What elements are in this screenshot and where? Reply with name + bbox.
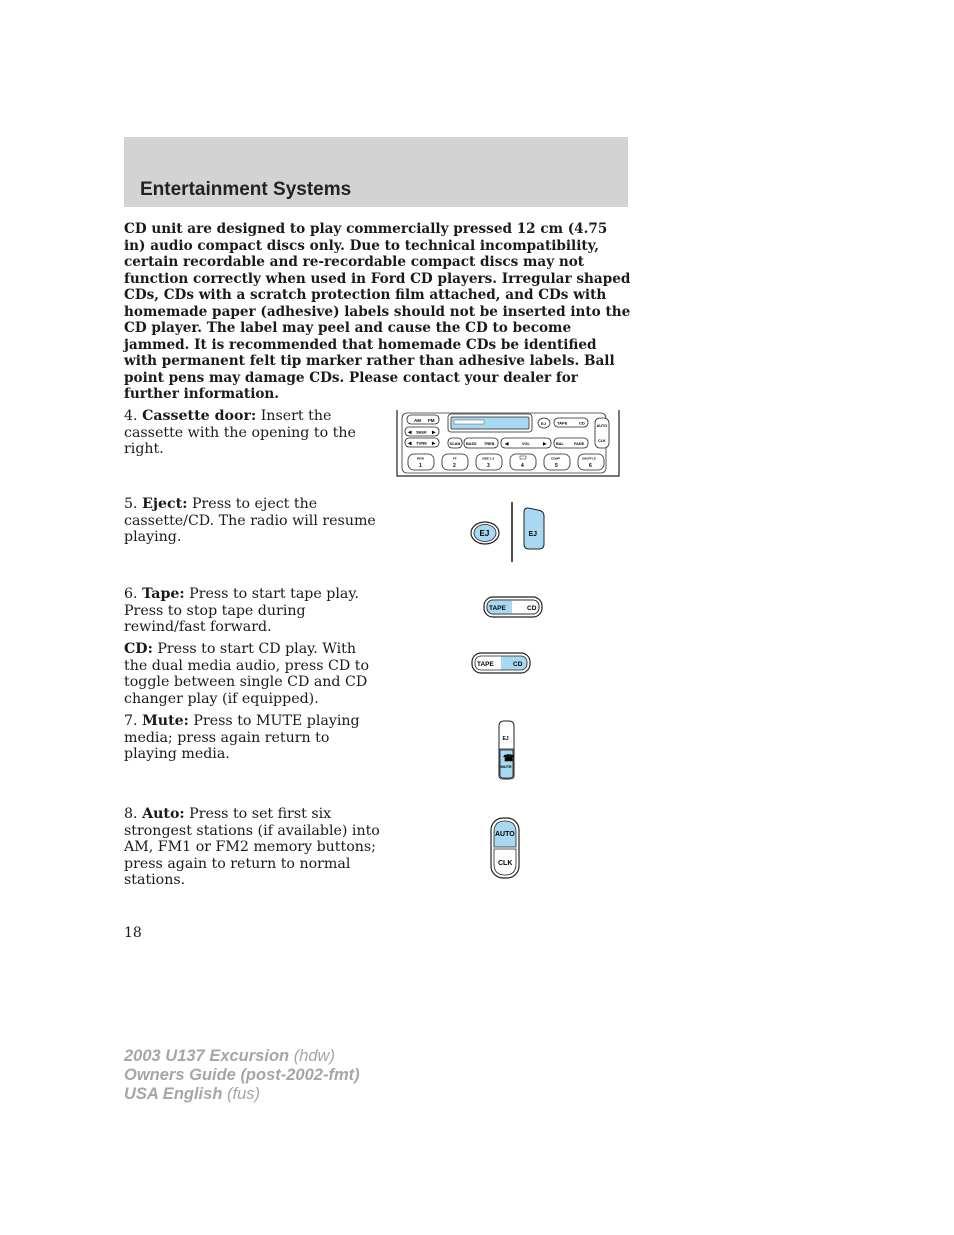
svg-text:SHUFFLE: SHUFFLE bbox=[582, 456, 596, 461]
clk-label: CLK bbox=[598, 439, 606, 443]
item-cd bbox=[124, 641, 382, 707]
item-tape bbox=[124, 586, 382, 636]
item-term: Mute: bbox=[142, 713, 189, 729]
footer-model-code: (hdw) bbox=[293, 1047, 335, 1065]
footer-model: 2003 U137 Excursion bbox=[124, 1047, 290, 1065]
radio-faceplate-figure bbox=[396, 410, 621, 478]
cd-label: CD bbox=[579, 420, 585, 426]
tune-label: TUNE bbox=[416, 440, 427, 446]
item-number: 5. bbox=[124, 496, 138, 512]
svg-text:▶: ▶ bbox=[543, 441, 547, 446]
mute-button-figure bbox=[494, 718, 520, 782]
bal-label: BAL bbox=[556, 442, 564, 446]
item-text: Press to eject the cassette/CD. The radio will resume playing. bbox=[124, 496, 376, 546]
tape-figure-tape-label: TAPE bbox=[489, 605, 506, 612]
item-term: Tape: bbox=[142, 586, 185, 602]
eject-label-side: EJ bbox=[528, 531, 538, 538]
fm-label: FM bbox=[428, 418, 435, 423]
item-text: Press to set first six strongest stations (if available) into AM, FM1 or FM2 memory buttons; press again to return to normal stations. bbox=[124, 806, 380, 889]
item-number: 6. bbox=[124, 586, 138, 602]
svg-text:SIDE 1-2: SIDE 1-2 bbox=[482, 456, 495, 461]
svg-text:◀: ◀ bbox=[505, 441, 509, 446]
page-number: 18 bbox=[124, 925, 142, 941]
tape-label: TAPE bbox=[557, 420, 568, 426]
item-eject bbox=[124, 496, 382, 546]
scan-label: SCAN bbox=[449, 442, 461, 446]
treb-label: TREB bbox=[484, 442, 495, 446]
auto-figure-label: AUTO bbox=[495, 831, 515, 838]
vol-label: VOL bbox=[522, 442, 530, 446]
clk-figure-label: CLK bbox=[498, 860, 513, 867]
svg-text:6: 6 bbox=[589, 463, 592, 469]
svg-text:COMP: COMP bbox=[551, 456, 560, 461]
am-label: AM bbox=[414, 418, 421, 423]
item-text: Press to MUTE playing media; press again return to playing media. bbox=[124, 713, 360, 763]
document-footer bbox=[124, 1047, 360, 1104]
auto-label: AUTO bbox=[596, 424, 608, 428]
tape-button-figure bbox=[482, 595, 546, 621]
eject-button-figure bbox=[466, 500, 550, 564]
eject-label-front: EJ bbox=[479, 529, 490, 538]
footer-language: USA English bbox=[124, 1085, 223, 1103]
svg-text:◀: ◀ bbox=[408, 429, 412, 435]
item-term: Auto: bbox=[142, 806, 185, 822]
bass-label: BASS bbox=[466, 442, 477, 446]
item-term: Eject: bbox=[142, 496, 188, 512]
section-title: Entertainment Systems bbox=[140, 179, 352, 200]
mute-label: MUTE bbox=[500, 764, 512, 769]
svg-text:4: 4 bbox=[521, 463, 524, 469]
item-text: Press to start CD play. With the dual media audio, press CD to toggle between single CD and CD changer play (if equipped). bbox=[124, 641, 369, 707]
cd-figure-cd-label: CD bbox=[513, 661, 523, 668]
cd-button-figure bbox=[470, 651, 534, 677]
cd-figure-tape-label: TAPE bbox=[477, 661, 494, 668]
section-header-band bbox=[124, 137, 628, 207]
cd-warning-paragraph: CD unit are designed to play commercially pressed 12 cm (4.75 in) audio compact discs only. Due to technical incompatibility, certain recordable and re-recordable compact discs may not function correctly when used in Ford CD players. Irregular shaped CDs, CDs with a scratch protection film attached, and CDs with homemade paper (adhesive) labels should not be inserted into the CD player. The label may peel and cause the CD to become jammed. It is recommended that homemade CDs be identified with permanent felt tip marker rather than adhesive labels. Ball point pens may damage CDs. Please contact your dealer for further information. bbox=[124, 221, 631, 402]
item-text: Press to start tape play. Press to stop tape during rewind/fast forward. bbox=[124, 586, 360, 636]
phone-icon: ☎ bbox=[503, 753, 515, 763]
item-cassette-door bbox=[124, 408, 382, 458]
svg-text:REW: REW bbox=[417, 456, 424, 461]
svg-text:1: 1 bbox=[419, 463, 422, 469]
item-auto bbox=[124, 806, 382, 889]
svg-text:5: 5 bbox=[555, 463, 558, 469]
mute-figure-ej-label: EJ bbox=[502, 736, 509, 742]
tape-figure-cd-label: CD bbox=[527, 605, 537, 612]
fade-label: FADE bbox=[574, 442, 585, 446]
svg-text:3: 3 bbox=[487, 463, 490, 469]
item-text: Insert the cassette with the opening to the right. bbox=[124, 408, 356, 458]
footer-guide: Owners Guide (post-2002-fmt) bbox=[124, 1066, 360, 1084]
item-term: CD: bbox=[124, 641, 153, 657]
item-term: Cassette door: bbox=[142, 408, 257, 424]
item-number: 4. bbox=[124, 408, 138, 424]
svg-text:◀: ◀ bbox=[408, 440, 412, 446]
item-mute bbox=[124, 713, 382, 763]
svg-text:FF: FF bbox=[453, 456, 457, 461]
item-number: 8. bbox=[124, 806, 138, 822]
item-number: 7. bbox=[124, 713, 138, 729]
auto-clk-button-figure bbox=[489, 816, 521, 880]
ej-label: EJ bbox=[541, 421, 546, 426]
svg-text:2: 2 bbox=[453, 463, 456, 469]
seek-label: SEEK bbox=[416, 429, 427, 435]
svg-text:▶: ▶ bbox=[432, 429, 436, 435]
footer-language-code: (fus) bbox=[227, 1085, 260, 1103]
svg-text:▶: ▶ bbox=[432, 440, 436, 446]
